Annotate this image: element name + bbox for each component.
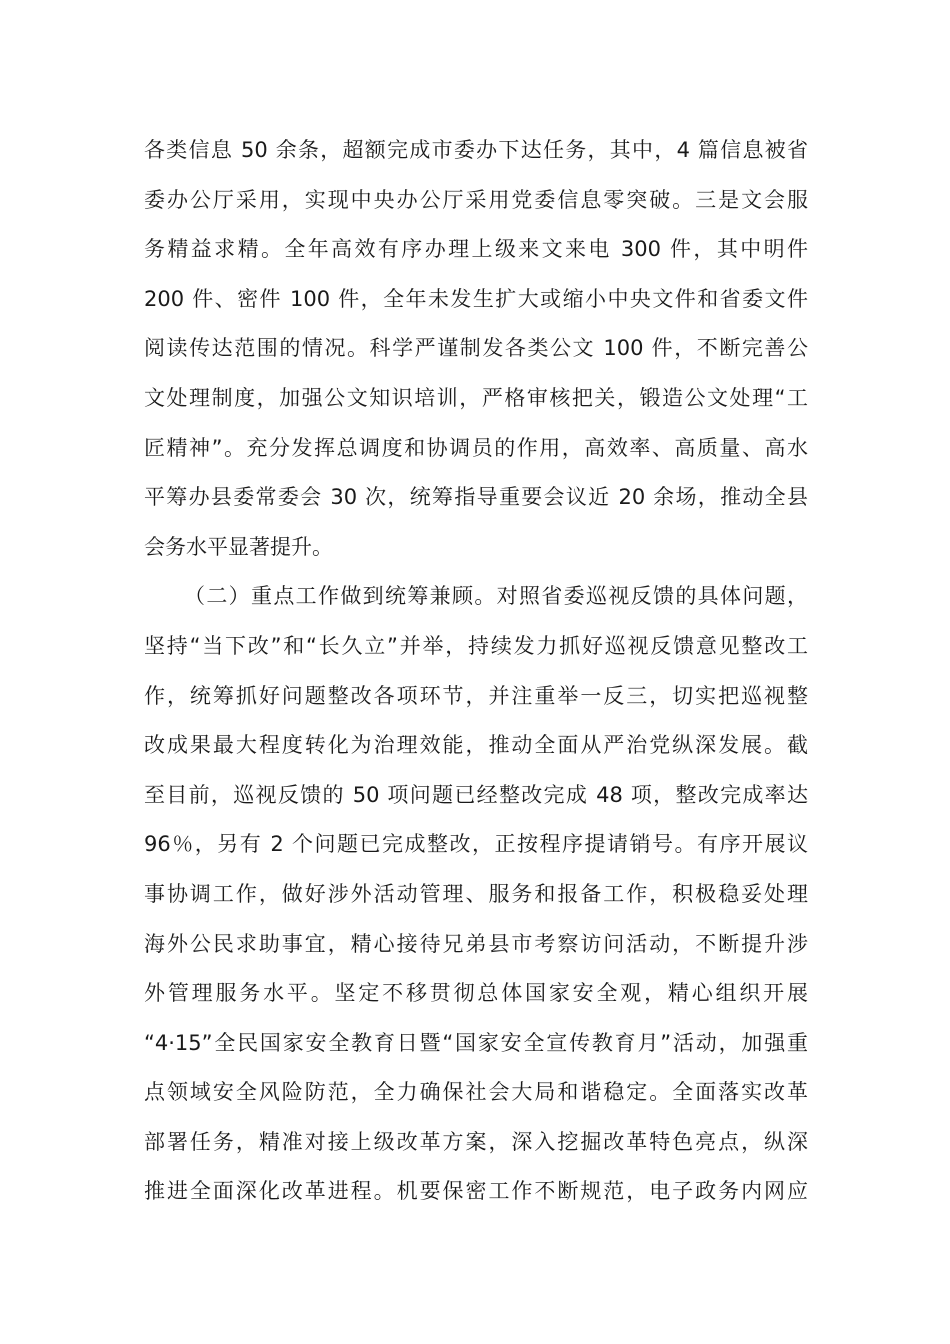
text-line-9: 会务水平显著提升。 <box>144 534 333 559</box>
body-text <box>144 126 808 1217</box>
text-line-1: 各类信息 50 余条，超额完成市委办下达任务，其中，4 篇信息被省 <box>144 138 808 162</box>
text-line-7: 匠精神”。充分发挥总调度和协调员的作用，高效率、高质量、高水 <box>144 435 808 460</box>
text-line-14: 至目前，巡视反馈的 50 项问题已经整改完成 48 项，整改完成率达 <box>144 782 808 807</box>
text-line-22: 推进全面深化改革进程。机要保密工作不断规范，电子政务内网应 <box>144 1179 808 1204</box>
text-line-8: 平筹办县委常委会 30 次，统筹指导重要会议近 20 余场，推动全县 <box>144 485 808 510</box>
text-line-20: 点领域安全风险防范，全力确保社会大局和谐稳定。全面落实改革 <box>144 1080 808 1105</box>
text-line-13: 改成果最大程度转化为治理效能，推动全面从严治党纵深发展。截 <box>144 733 808 758</box>
text-line-17: 海外公民求助事宜，精心接待兄弟县市考察访问活动，不断提升涉 <box>144 931 808 956</box>
text-line-12: 作，统筹抓好问题整改各项环节，并注重举一反三，切实把巡视整 <box>144 683 808 708</box>
text-line-5: 阅读传达范围的情况。科学严谨制发各类公文 100 件，不断完善公 <box>144 336 808 361</box>
text-line-19: “4·15”全民国家安全教育日暨“国家安全宣传教育月”活动，加强重 <box>144 1030 808 1055</box>
section-heading-line: （二）重点工作做到统筹兼顾。对照省委巡视反馈的具体问题， <box>184 584 808 609</box>
text-line-2: 委办公厅采用，实现中央办公厅采用党委信息零突破。三是文会服 <box>144 187 808 212</box>
text-line-21: 部署任务，精准对接上级改革方案，深入挖掘改革特色亮点，纵深 <box>144 1129 808 1154</box>
text-line-4: 200 件、密件 100 件，全年未发生扩大或缩小中央文件和省委文件 <box>144 286 808 311</box>
text-line-11: 坚持“当下改”和“长久立”并举，持续发力抓好巡视反馈意见整改工 <box>144 633 808 658</box>
text-line-18: 外管理服务水平。坚定不移贯彻总体国家安全观，精心组织开展 <box>144 981 808 1006</box>
text-line-3: 务精益求精。全年高效有序办理上级来文来电 300 件，其中明件 <box>144 237 808 262</box>
text-line-6: 文处理制度，加强公文知识培训，严格审核把关，锻造公文处理“工 <box>144 385 808 410</box>
text-line-15: 96％，另有 2 个问题已完成整改，正按程序提请销号。有序开展议 <box>144 832 808 857</box>
text-line-16: 事协调工作，做好涉外活动管理、服务和报备工作，积极稳妥处理 <box>144 881 808 906</box>
